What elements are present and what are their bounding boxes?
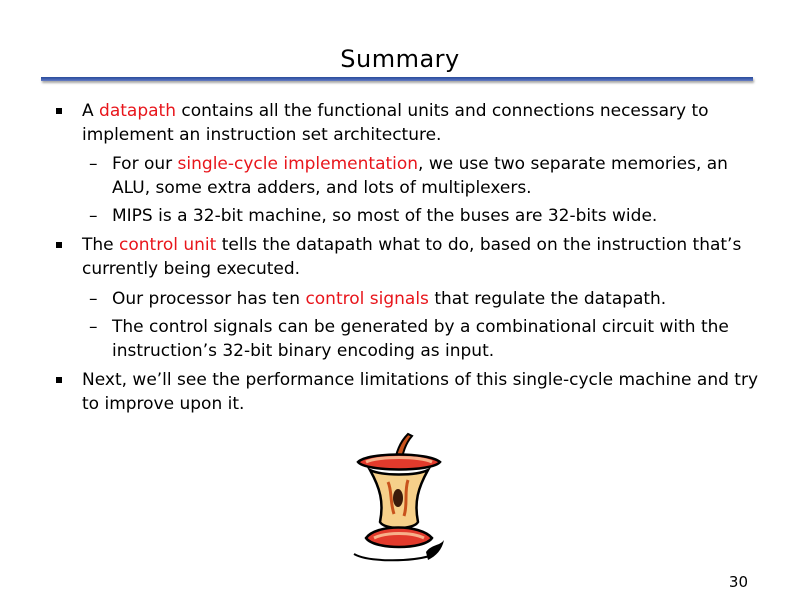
bullet-text: Next, we’ll see the performance limitations of this single-cycle machine and try to improve upon it. — [82, 370, 758, 414]
bullet-text: MIPS is a 32-bit machine, so most of the buses are 32-bits wide. — [112, 206, 658, 226]
sub-bullet-item — [89, 204, 752, 228]
bullet-marker — [56, 108, 62, 114]
dash-marker: – — [89, 289, 98, 309]
dash-marker: – — [89, 154, 98, 174]
sub-bullet-item — [89, 152, 752, 200]
bullet-text: The control signals can be generated by a combinational circuit with the instruction’s 32-bit binary encoding as input. — [112, 317, 729, 361]
bullet-text: Our processor has ten control signals that regulate the datapath. — [112, 289, 667, 309]
bullet-marker — [56, 242, 62, 248]
apple-core-icon — [348, 430, 448, 565]
dash-marker: – — [89, 317, 98, 337]
slide-title: Summary — [340, 45, 460, 73]
bullet-item — [82, 368, 762, 416]
bullet-text: The control unit tells the datapath what to do, based on the instruction that’s currently being executed. — [82, 235, 742, 279]
bullet-item — [82, 99, 762, 147]
title-divider — [41, 77, 753, 81]
dash-marker: – — [89, 206, 98, 226]
bullet-text: A datapath contains all the functional units and connections necessary to implement an instruction set architecture. — [82, 101, 709, 145]
sub-bullet-item — [89, 287, 752, 311]
bullet-marker — [56, 377, 62, 383]
bullet-text: For our single-cycle implementation, we use two separate memories, an ALU, some extra adders, and lots of multiplexers. — [112, 154, 728, 198]
bullet-item — [82, 233, 762, 281]
sub-bullet-item — [89, 315, 752, 363]
page-number: 30 — [728, 573, 748, 591]
